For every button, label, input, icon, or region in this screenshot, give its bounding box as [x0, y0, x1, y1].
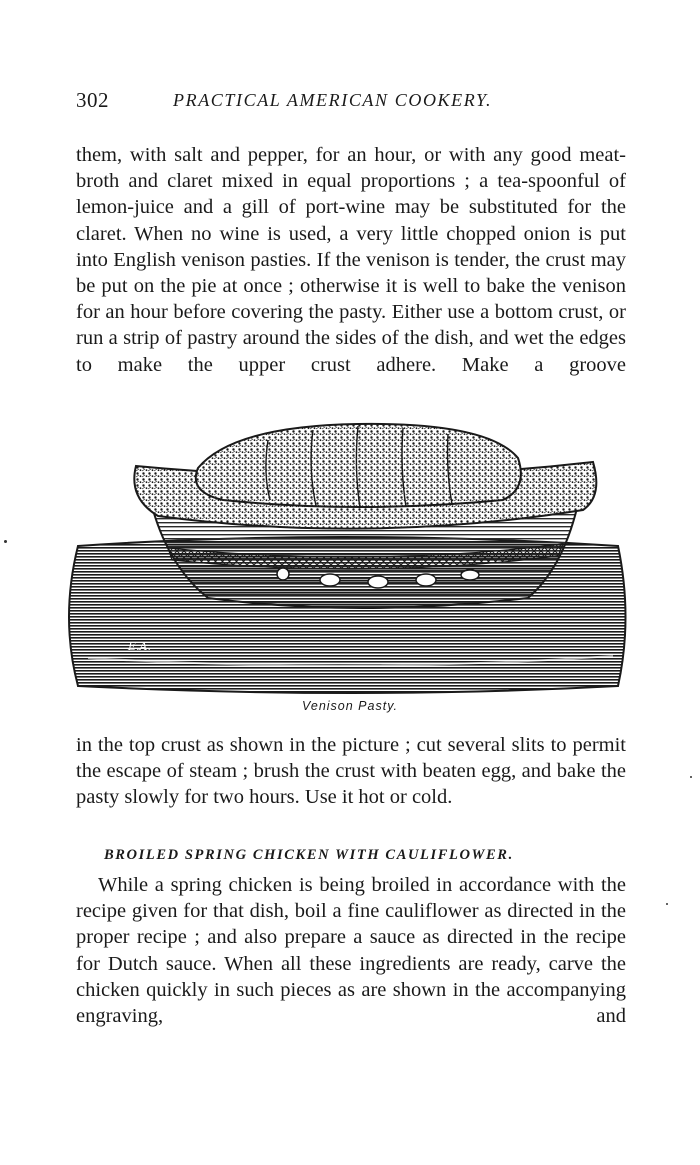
paragraph-venison-end: in the top crust as shown in the picture ; cut several slits to permit the escape of steam ; brush the crust with beaten egg, and bake the pasty slowly for two hours. Use it hot or cold. — [76, 734, 626, 809]
illustration-caption: Venison Pasty. — [302, 699, 398, 713]
page-header — [76, 88, 636, 118]
running-head: PRACTICAL AMERICAN COOKERY. — [173, 90, 493, 110]
margin-speck — [4, 540, 7, 543]
margin-speck — [666, 903, 668, 905]
venison-pasty-illustration — [58, 418, 638, 696]
paragraph-venison-continued: them, with salt and pepper, for an hour, or with any good meat-broth and claret mixed in equal proportions ; a tea-spoonful of lemon-juice and a gill of port-wine may be substituted for the claret. When no wine is used, a very little chopped onion is put into English venison pasties. If the venison is tender, the crust may be put on the pie at once ; otherwise it is well to bake the venison for an hour before covering the pasty. Either use a bottom crust, or run a strip of pastry around the sides of the dish, and wet the edges to make the upper crust adhere. Make a groove — [76, 144, 626, 376]
page-number: 302 — [76, 88, 109, 112]
svg-text:E.A.: E.A. — [128, 640, 151, 653]
section-heading: BROILED SPRING CHICKEN WITH CAULIFLOWER. — [104, 847, 514, 863]
paragraph-broiled-chicken: While a spring chicken is being broiled in accordance with the recipe given for that dish, boil a fine cauliflower as directed in the proper recipe ; and also prepare a sauce as directed in the recipe for Dutch sauce. When all these ingredients are ready, carve the chicken quickly in such pieces as are shown in the accompanying engraving, and — [76, 874, 626, 1028]
margin-speck — [690, 776, 692, 778]
